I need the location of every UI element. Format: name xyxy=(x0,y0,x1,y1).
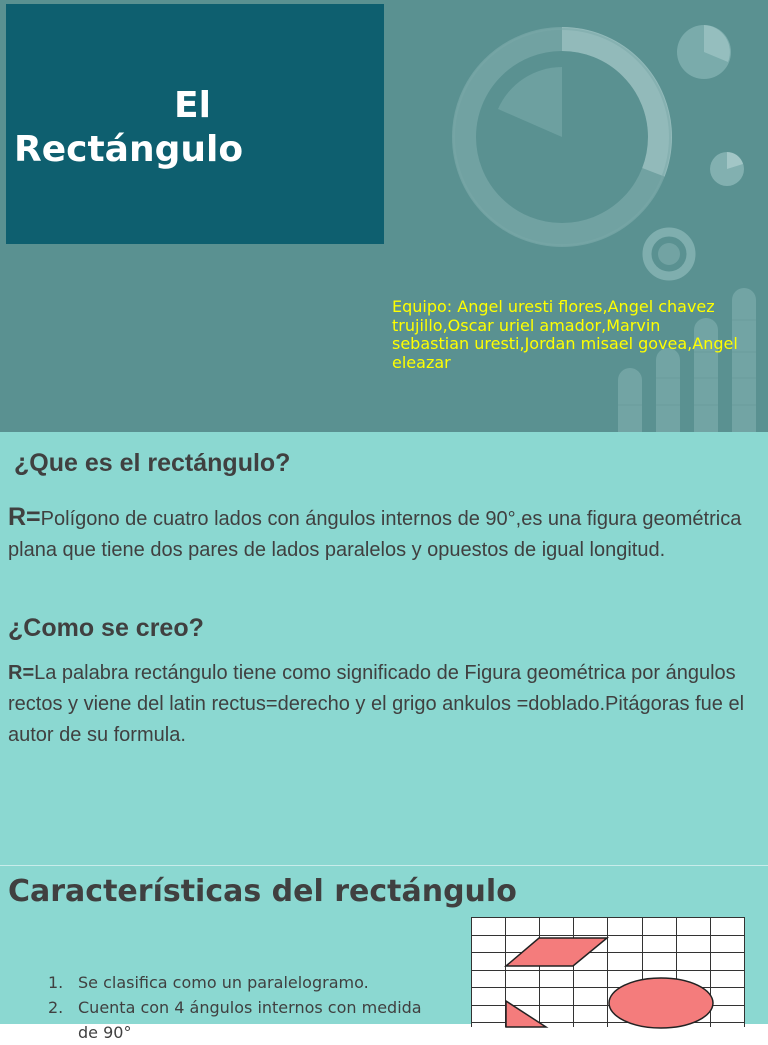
title-line-1: El xyxy=(174,85,211,126)
team-members-text: Equipo: Angel uresti flores,Angel chavez trujillo,Oscar uriel amador,Marvin sebastian uresti,Jordan misael govea,Angel eleazar xyxy=(392,297,738,372)
characteristics-slide xyxy=(0,866,768,1042)
title-slide xyxy=(0,0,768,432)
question-what-is: ¿Que es el rectángulo? xyxy=(14,449,291,477)
title-box xyxy=(6,4,384,244)
list-item: 2. Cuenta con 4 ángulos internos con medida xyxy=(48,998,422,1017)
title-line-2: Rectángulo xyxy=(14,129,244,170)
answer-label: R= xyxy=(8,503,41,531)
page-title xyxy=(14,84,243,172)
answer-text: Polígono de cuatro lados con ángulos internos de 90°,es una figura geométrica plana que tiene dos pares de lados paralelos y opuestos de igual longitud. xyxy=(8,508,742,561)
list-item: de 90° xyxy=(78,1023,132,1042)
characteristics-heading: Características del rectángulo xyxy=(8,874,517,909)
question-origin: ¿Como se creo? xyxy=(8,614,204,642)
answer-text: La palabra rectángulo tiene como significado de Figura geométrica por ángulos rectos y viene del latin rectus=derecho y el grigo ankulos =doblado.Pitágoras fue el autor de su formula. xyxy=(8,662,745,746)
answer-what-is xyxy=(8,502,748,566)
characteristics-list xyxy=(48,970,422,1045)
answer-origin xyxy=(8,658,748,751)
list-item: 1. Se clasifica como un paralelogramo. xyxy=(48,973,369,992)
definition-slide xyxy=(0,432,768,865)
geometry-grid-figure xyxy=(471,917,744,1027)
answer-label: R= xyxy=(8,662,35,684)
